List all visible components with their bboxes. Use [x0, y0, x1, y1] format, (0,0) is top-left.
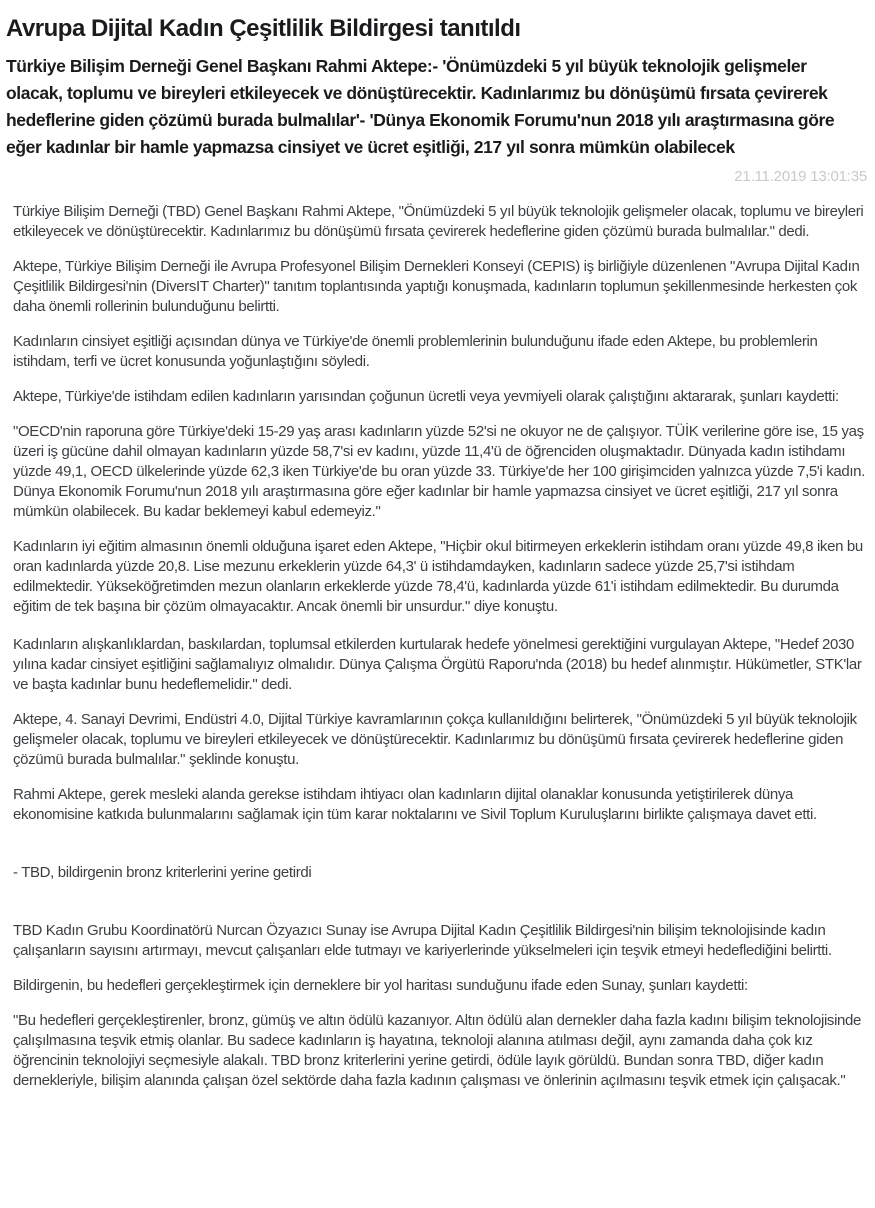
paragraph-target-2030: Kadınların alışkanlıklardan, baskılardan, toplumsal etkilerden kurtularak hedefe yönelmesi gerektiğini vurgulayan Aktepe, "Hedef 2030 yılına kadar cinsiyet eşitliğini sağlamalıyız olmalıdır. Dünya Çalışma Örgütü Raporu'nda (2018) bu hedef alınmıştır. Hükümetler, STK'lar ve başta kadınlar bunu hedeflemelidir." dedi. — [13, 636, 862, 694]
paragraph-employment-lead: Aktepe, Türkiye'de istihdam edilen kadınların yarısından çoğunun ücretli veya yevmiyeli olarak çalıştığını aktararak, şunları kaydetti: — [13, 388, 839, 406]
article-title: Avrupa Dijital Kadın Çeşitlilik Bildirgesi tanıtıldı — [6, 15, 521, 42]
paragraph-awards-quote: "Bu hedefleri gerçekleştirenler, bronz, gümüş ve altın ödülü kazanıyor. Altın ödülü alan dernekler daha fazla kadını bilişim teknolojisinde çalışılmasına teşvik etmiş olanlar. Bu sadece kadınların iş hayatına, teknoloji alanına atılması değil, aynı zamanda daha çok kız öğrencinin teknolojiyi seçmesiyle alakalı. TBD bronz kriterlerini yerine getirdi, ödüle layık görüldü. Bundan sonra TBD, diğer kadın dernekleriyle, bilişim alanında çalışan özel sektörde daha fazla kadının çalışması ve önlerinin açılmasını teşvik etmek için çalışacak." — [13, 1012, 862, 1090]
paragraph-roadmap-lead: Bildirgenin, bu hedefleri gerçekleştirmek için derneklere bir yol haritası sunduğunu ifade eden Sunay, şunları kaydetti: — [13, 977, 748, 995]
paragraph-cepis: Aktepe, Türkiye Bilişim Derneği ile Avrupa Profesyonel Bilişim Dernekleri Konseyi (CEPIS) iş birliğiyle düzenlenen "Avrupa Dijital Kadın Çeşitlilik Bildirgesi'nin (DiversIT Charter)" tanıtım toplantısında yaptığı konuşmada, kadınların toplumun şekillenmesinde herkesten çok daha önemli rollerinin bulunduğunu belirtti. — [13, 258, 860, 316]
paragraph-industry-40: Aktepe, 4. Sanayi Devrimi, Endüstri 4.0, Dijital Türkiye kavramlarının çokça kullanıldığını belirterek, "Önümüzdeki 5 yıl büyük teknolojik gelişmeler olacak, toplumu ve bireyleri etkileyecek ve dönüştürecektir. Kadınlarımız bu dönüşümü fırsata çevirerek hedeflerine giden çözümü burada bulmalılar." şeklinde konuştu. — [13, 711, 857, 769]
article-summary: Türkiye Bilişim Derneği Genel Başkanı Rahmi Aktepe:- 'Önümüzdeki 5 yıl büyük teknolojik gelişmeler olacak, toplumu ve bireyleri etkileyecek ve dönüştürecektir. Kadınlarımız bu dönüşümü fırsata çevirerek hedeflerine giden çözümü burada bulmalılar'- 'Dünya Ekonomik Forumu'nun 2018 yılı araştırmasına göre eğer kadınlar bir hamle yapmazsa cinsiyet ve ücret eşitliği, 217 yıl sonra mümkün olabilecek — [6, 56, 835, 158]
article-body — [0, 202, 875, 1146]
article-timestamp: 21.11.2019 13:01:35 — [734, 168, 867, 186]
paragraph-problems: Kadınların cinsiyet eşitliği açısından dünya ve Türkiye'de önemli problemlerinin bulunduğunu ifade eden Aktepe, bu problemlerin istihdam, terfi ve ücret konusunda yoğunlaştığını söyledi. — [13, 333, 818, 371]
paragraph-sunay-intro: TBD Kadın Grubu Koordinatörü Nurcan Özyazıcı Sunay ise Avrupa Dijital Kadın Çeşitlilik Bildirgesi'nin bilişim teknolojisinde kadın çalışanların sayısını artırmayı, mevcut çalışanları elde tutmayı ve kariyerlerinde yükselmeleri için teşvik etmeyi hedeflediğini belirtti. — [13, 922, 832, 960]
paragraph-education-quote: Kadınların iyi eğitim almasının önemli olduğuna işaret eden Aktepe, "Hiçbir okul bitirmeyen erkeklerin istihdam oranı yüzde 49,8 iken bu oran kadınlarda yüzde 20,8. Lise mezunu erkeklerin yüzde 64,3' ü istihdamdayken, kadınların sadece yüzde 25,7'si istihdam edilmektedir. Yükseköğretimden mezun olanların erkeklerde yüzde 78,4'ü, kadınlarda yüzde 61'i istihdam edilmektedir. Bu durumda eğitim de tek başına bir çözüm olmayacaktır. Ancak önemli bir unsurdur." diye konuştu. — [13, 538, 863, 616]
paragraph-bronze-subhead: - TBD, bildirgenin bronz kriterlerini yerine getirdi — [13, 864, 312, 882]
paragraph-invitation: Rahmi Aktepe, gerek mesleki alanda gerekse istihdam ihtiyacı olan kadınların dijital olanaklar konusunda yetiştirilerek dünya ekonomisine katkıda bulunmalarını sağlamak için tüm karar noktalarını ve Sivil Toplum Kuruluşlarını birlikte çalışmaya davet etti. — [13, 786, 817, 824]
paragraph-oecd-quote: "OECD'nin raporuna göre Türkiye'deki 15-29 yaş arası kadınların yüzde 52'si ne okuyor ne de çalışıyor. TÜİK verilerine göre ise, 15 yaş üzeri iş gücüne dahil olmayan kadınların yüzde 58,7'si ev kadını, yüzde 11,4'ü de öğrenciden oluşmaktadır. Dünyada kadın istihdamı yüzde 49,1, OECD ülkelerinde yüzde 62,3 iken Türkiye'de bu oran yüzde 33. Türkiye'de her 100 girişimciden yalnızca yüzde 7,5'i kadın. Dünya Ekonomik Forumu'nun 2018 yılı araştırmasına göre eğer kadınlar bir hamle yapmazsa cinsiyet ve ücret eşitliği, 217 yıl sonra mümkün olabilecek. Bu kadar beklemeyi kabul edemeyiz." — [13, 423, 865, 521]
paragraph-intro: Türkiye Bilişim Derneği (TBD) Genel Başkanı Rahmi Aktepe, "Önümüzdeki 5 yıl büyük teknolojik gelişmeler olacak, toplumu ve bireyleri etkileyecek ve dönüştürecektir. Kadınlarımız bu dönüşümü fırsata çevirerek hedeflerine giden çözümü burada bulmalılar." dedi. — [13, 203, 864, 241]
